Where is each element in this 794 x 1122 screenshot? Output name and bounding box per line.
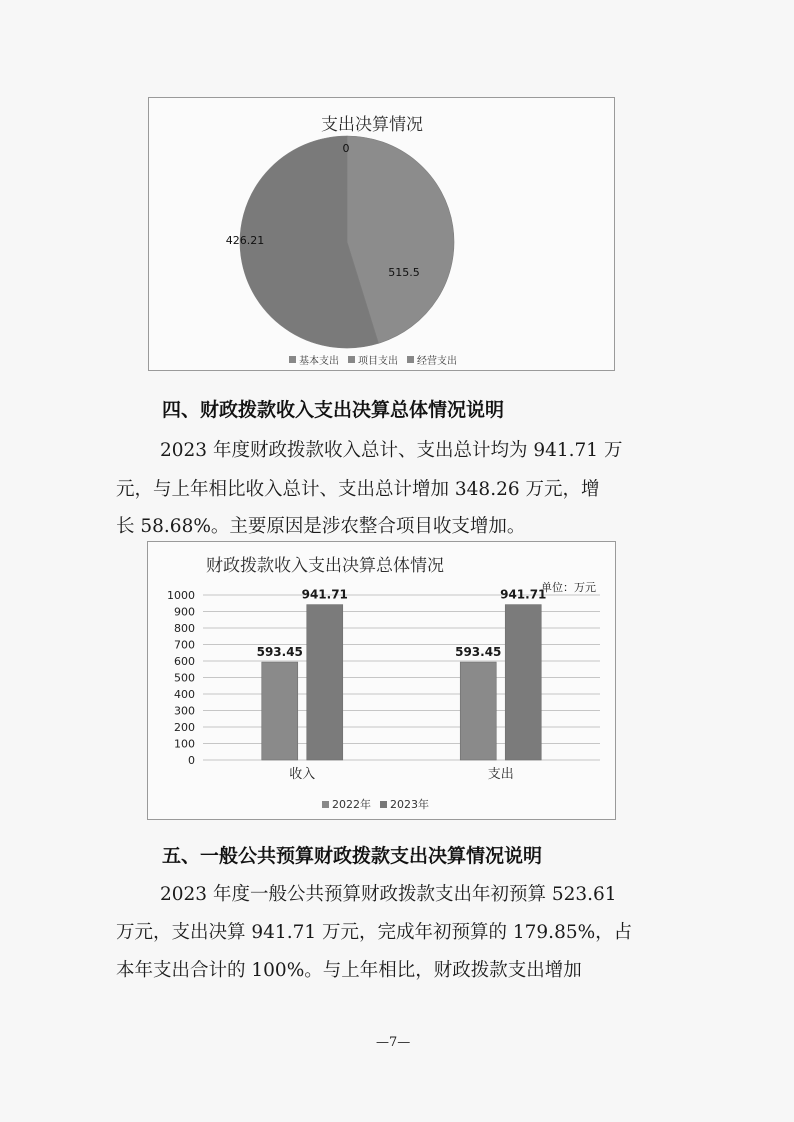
bar-chart-legend: [322, 796, 438, 812]
legend-swatch: [348, 356, 355, 363]
x-category-label: 收入: [289, 767, 316, 782]
legend-label: 2023年: [390, 798, 429, 811]
bar-chart-title: 财政拨款收入支出决算总体情况: [206, 556, 444, 576]
y-tick-label: 300: [174, 704, 195, 718]
legend-label: 经营支出: [417, 356, 457, 367]
y-tick-label: 1000: [167, 589, 195, 602]
y-tick-label: 800: [174, 622, 195, 635]
y-tick-label: 400: [174, 688, 195, 701]
expenditure-pie-chart: [148, 97, 615, 371]
bar-2023年-收入: [307, 605, 343, 760]
section-4-heading: 四、财政拨款收入支出决算总体情况说明: [162, 399, 505, 421]
y-tick-label: 700: [174, 638, 195, 652]
page-number: —7—: [376, 1035, 411, 1050]
section-5-line-2: 万元，支出决算 941.71 万元，完成年初预算的 179.85%，占: [116, 922, 633, 943]
section-4-line-1: 2023 年度财政拨款收入总计、支出总计均为 941.71 万: [160, 440, 623, 461]
bar-data-label: 941.71: [500, 587, 547, 602]
bar-data-label: 593.45: [256, 645, 303, 660]
legend-item-project: [348, 352, 398, 367]
legend-item-operating: [407, 352, 457, 367]
section-5-line-1: 2023 年度一般公共预算财政拨款支出年初预算 523.61: [160, 884, 617, 905]
pie-label-project: 515.5: [388, 266, 420, 279]
y-tick-label: 0: [188, 754, 195, 767]
y-tick-label: 500: [174, 671, 195, 685]
legend-item-basic: [289, 352, 339, 367]
y-tick-label: 200: [174, 721, 195, 734]
bar-chart-plot: [148, 542, 617, 821]
legend-label: 基本支出: [299, 356, 339, 367]
unit-label: 单位：万元: [541, 581, 596, 594]
x-category-label: 支出: [487, 767, 514, 782]
pie-chart-plot: [149, 98, 616, 372]
legend-label: 项目支出: [358, 356, 398, 367]
y-tick-label: 900: [174, 605, 195, 619]
section-4-line-3: 长 58.68%。主要原因是涉农整合项目收支增加。: [116, 516, 526, 537]
bar-2022年-收入: [262, 662, 298, 760]
pie-label-operating: 0: [342, 142, 350, 155]
bar-data-label: 941.71: [301, 587, 348, 602]
legend-item-2022: [322, 796, 371, 812]
pie-chart-title: 支出决算情况: [321, 115, 423, 135]
y-tick-label: 600: [174, 655, 195, 668]
legend-item-2023: [380, 796, 429, 812]
bar-2022年-支出: [460, 662, 496, 760]
bar-data-label: 593.45: [455, 645, 502, 660]
section-5-line-3: 本年支出合计的 100%。与上年相比，财政拨款支出增加: [116, 960, 582, 981]
section-5-heading: 五、一般公共预算财政拨款支出决算情况说明: [162, 845, 543, 867]
bar-2023年-支出: [505, 605, 541, 760]
legend-label: 2022年: [332, 798, 371, 811]
pie-label-basic: 426.21: [225, 234, 265, 247]
pie-chart-legend: [289, 352, 466, 367]
legend-swatch: [322, 801, 329, 808]
legend-swatch: [380, 801, 387, 808]
section-4-line-2: 元，与上年相比收入总计、支出总计增加 348.26 万元，增: [116, 479, 600, 500]
legend-swatch: [289, 356, 296, 363]
y-tick-label: 100: [174, 737, 195, 751]
budget-bar-chart: [147, 541, 616, 820]
legend-swatch: [407, 356, 414, 363]
